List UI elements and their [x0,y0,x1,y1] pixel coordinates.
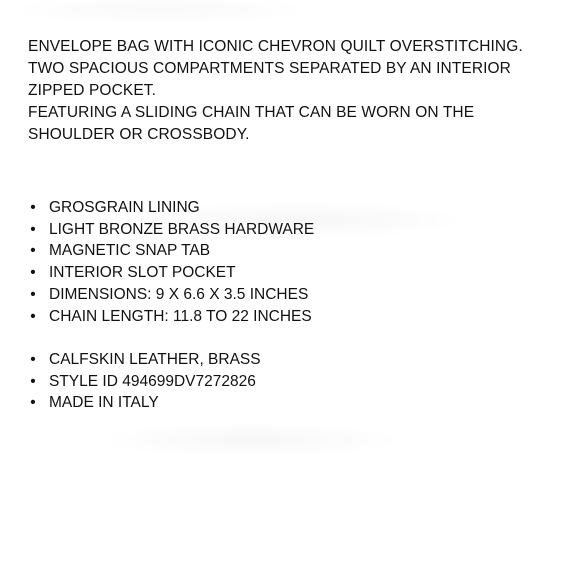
feature-text: STYLE ID 494699DV7272826 [49,372,256,390]
bullet-icon: • [30,199,36,216]
feature-list-item [28,349,261,371]
bullet-icon: • [30,372,36,390]
feature-list-item [28,219,314,241]
feature-text: INTERIOR SLOT POCKET [49,264,236,282]
bullet-icon: • [30,285,36,303]
description-line: FEATURING A SLIDING CHAIN THAT CAN BE WORN ON THE [28,104,475,121]
bullet-icon: • [30,264,36,282]
feature-list [28,197,314,327]
description-line: TWO SPACIOUS COMPARTMENTS SEPARATED BY AN INTERIOR [28,60,511,77]
feature-list-item [28,306,314,328]
description-line: ENVELOPE BAG WITH ICONIC CHEVRON QUILT OVERSTITCHING. [28,38,523,55]
feature-text: GROSGRAIN LINING [49,199,200,216]
feature-list-item [28,197,314,219]
description-line: ZIPPED POCKET. [28,82,157,99]
feature-text: LIGHT BRONZE BRASS HARDWARE [49,220,315,238]
feature-list-item [28,371,261,393]
bullet-icon: • [30,220,36,238]
product-description [28,36,568,146]
bullet-icon: • [30,307,36,325]
bullet-icon: • [30,394,36,412]
feature-text: MAGNETIC SNAP TAB [49,242,211,260]
feature-text: CHAIN LENGTH: 11.8 TO 22 INCHES [49,307,312,325]
material-origin-list [28,349,261,414]
feature-list-item [28,284,314,306]
bullet-icon: • [30,242,36,260]
feature-text: CALFSKIN LEATHER, BRASS [49,351,261,368]
feature-list-item [28,392,261,414]
bullet-icon: • [30,351,36,368]
feature-list-item [28,240,314,262]
feature-text: MADE IN ITALY [49,394,159,412]
feature-list-item [28,262,314,284]
feature-text: DIMENSIONS: 9 X 6.6 X 3.5 INCHES [49,285,309,303]
description-line: SHOULDER OR CROSSBODY. [28,126,250,143]
